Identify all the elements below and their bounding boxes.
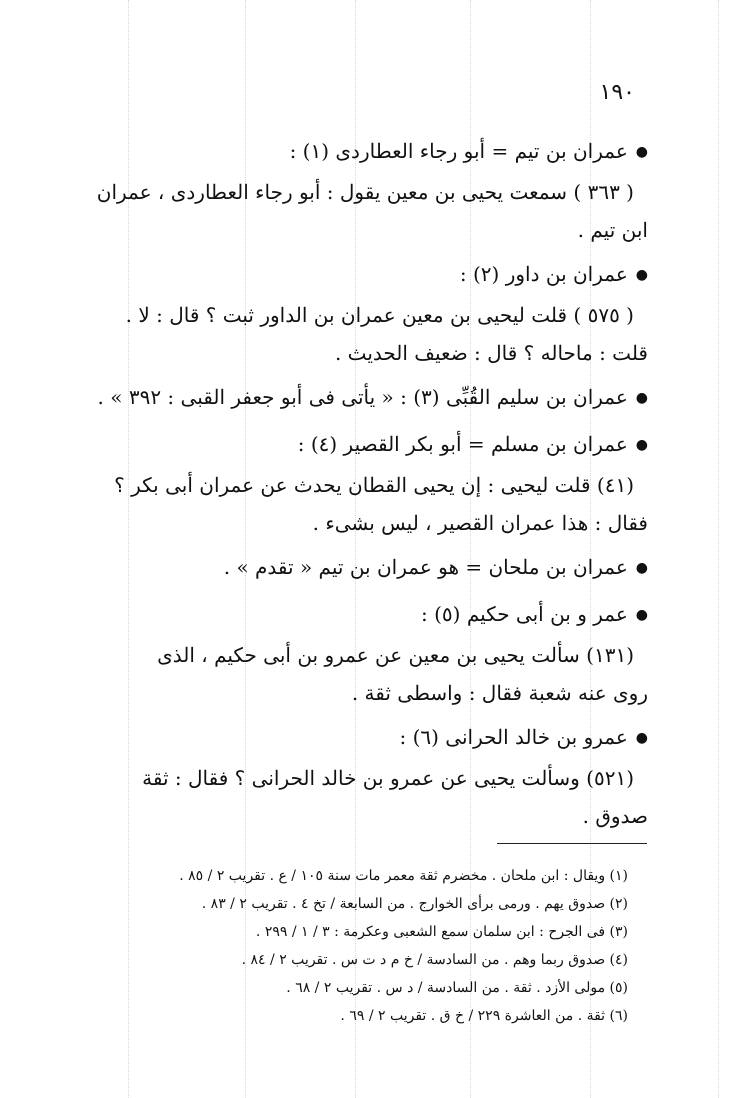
report-paragraph-line: (٤١) قلت ليحيى : إن يحيى القطان يحدث عن عمران أبى بكر ؟	[114, 473, 634, 497]
report-paragraph-line: (٥٢١) وسألت يحيى عن عمرو بن خالد الحرانى ؟ فقال : ثقة	[142, 766, 634, 790]
report-paragraph-line: ( ٥٧٥ ) قلت ليحيى بن معين عمران بن الداور ثبت ؟ قال : لا .	[125, 303, 634, 327]
narrator-entry-heading: ● عمران بن سليم القُبِّى (٣) : « يأتى فى أبو جعفر القبى : ٣٩٢ » .	[88, 378, 648, 419]
footnote-line: (٦) ثقة . من العاشرة ٢٢٩ / خ ق . تقريب ٢ / ٦٩ .	[340, 1008, 628, 1024]
footnote-line: (٣) فى الجرح : ابن سلمان سمع الشعبى وعكرمة : ٣ / ١ / ٢٩٩ .	[255, 924, 628, 940]
report-paragraph-line: (١٣١) سألت يحيى بن معين عن عمرو بن أبى حكيم ، الذى	[157, 643, 634, 667]
footnote-line: (٤) صدوق ربما وهم . من السادسة / خ م د ت س . تقريب ٢ / ٨٤ .	[241, 952, 628, 968]
footnote-line: (١) ويقال : ابن ملحان . مخضرم ثقة معمر مات سنة ١٠٥ / ع . تقريب ٢ / ٨٥ .	[179, 868, 628, 884]
report-continuation-line: فقال : هذا عمران القصير ، ليس بشىء .	[312, 511, 648, 535]
footnote-separator	[497, 843, 647, 844]
narrator-entry-heading: ● عمران بن مسلم = أبو بكر القصير (٤) :	[88, 425, 648, 466]
main-text	[88, 132, 648, 835]
footnotes	[90, 862, 628, 1030]
narrator-entry-heading: ● عمر و بن أبى حكيم (٥) :	[88, 595, 648, 636]
footnote-line: (٥) مولى الأزد . ثقة . من السادسة / د س . تقريب ٢ / ٦٨ .	[286, 980, 628, 996]
narrator-entry-heading: ● عمران بن داور (٢) :	[88, 255, 648, 296]
report-continuation-line: صدوق .	[582, 804, 648, 828]
report-continuation-line: قلت : ماحاله ؟ قال : ضعيف الحديث .	[334, 341, 648, 365]
narrator-entry-heading: ● عمران بن ملحان = هو عمران بن تيم « تقدم » .	[88, 548, 648, 589]
page-number: ١٩٠	[599, 80, 635, 105]
footnote-line: (٢) صدوق يهم . ورمى برأى الخوارج . من السابعة / تخ ٤ . تقريب ٢ / ٨٣ .	[201, 896, 628, 912]
narrator-entry-heading: ● عمرو بن خالد الحرانى (٦) :	[88, 718, 648, 759]
report-paragraph-line: ( ٣٦٣ ) سمعت يحيى بن معين يقول : أبو رجاء العطاردى ، عمران	[96, 180, 634, 204]
report-continuation-line: روى عنه شعبة فقال : واسطى ثقة .	[351, 681, 648, 705]
report-continuation-line: ابن تيم .	[577, 218, 648, 242]
scan-guide-line	[718, 0, 719, 1098]
narrator-entry-heading: ● عمران بن تيم = أبو رجاء العطاردى (١) :	[88, 132, 648, 173]
